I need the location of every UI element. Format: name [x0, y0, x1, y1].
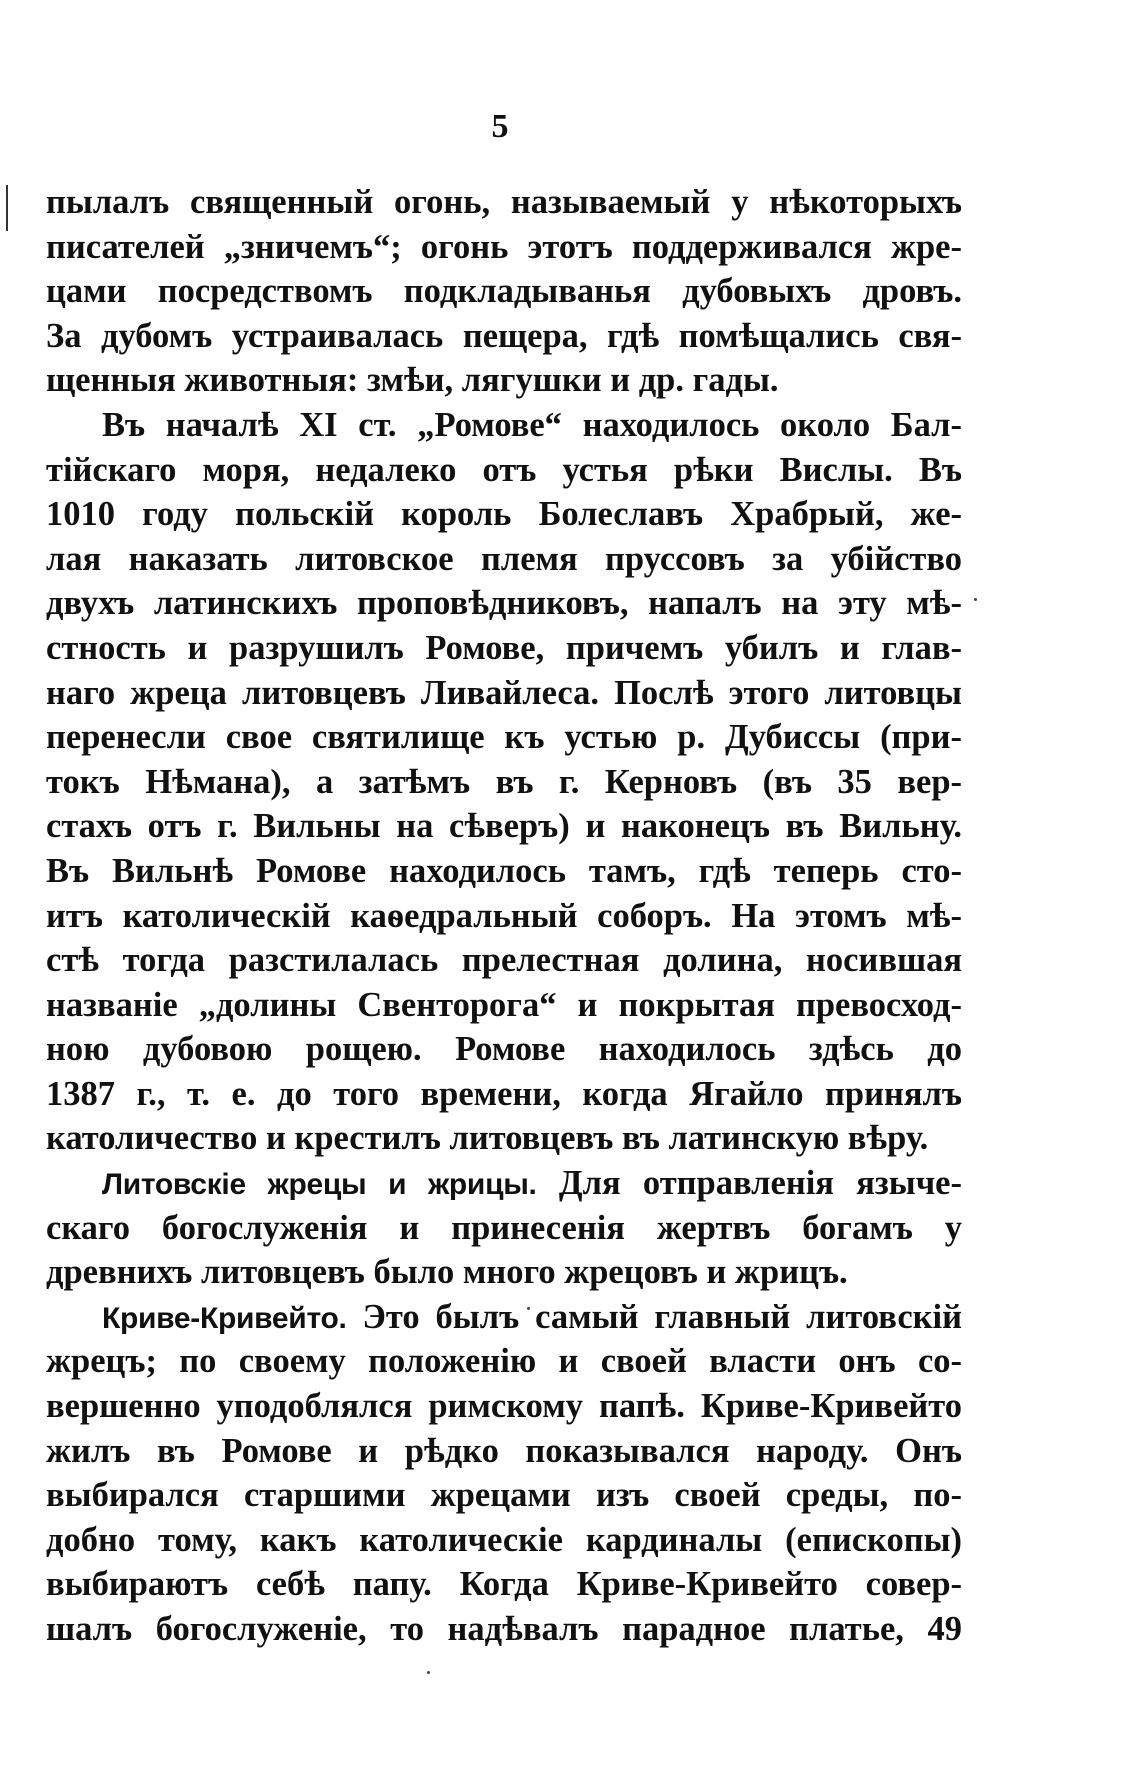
text-line — [46, 1161, 962, 1206]
line-text: цами посредствомъ подкладыванья дубовыхъ дровъ. — [46, 272, 962, 311]
line-text: жрецъ; по своему положенію и своей власти онъ со- — [46, 1342, 962, 1381]
line-text: 1387 г., т. е. до того времени, когда Ягайло принялъ — [46, 1074, 962, 1113]
text-line — [46, 894, 962, 939]
text-line — [46, 671, 962, 716]
line-text: писателей „зничемъ“; огонь этотъ поддерживался жре- — [46, 227, 962, 266]
line-text: Это былъ самый главный литовскій — [346, 1297, 962, 1336]
line-text: перенесли свое святилище къ устью р. Дубиссы (при- — [46, 718, 962, 757]
text-line — [46, 1295, 962, 1340]
text-line — [46, 314, 962, 359]
margin-dot — [427, 1671, 430, 1674]
text-line — [46, 1562, 962, 1607]
margin-mark — [6, 185, 8, 231]
text-line — [46, 180, 962, 225]
text-line — [46, 1250, 962, 1295]
text-line — [46, 760, 962, 805]
text-line — [46, 448, 962, 493]
line-text: названіе „долины Свенторога“ и покрытая превосход- — [46, 985, 962, 1024]
line-text: скаго богослуженія и принесенія жертвъ богамъ у — [46, 1208, 962, 1247]
text-line — [46, 1072, 962, 1117]
line-text: тійскаго моря, недалеко отъ устья рѣки Вислы. Въ — [46, 450, 962, 489]
line-text: итъ католическій каѳедральный соборъ. На этомъ мѣ- — [46, 896, 962, 935]
text-line — [46, 225, 962, 270]
line-text: Въ началѣ XI ст. „Ромове“ находилось около Бал- — [102, 405, 962, 444]
line-text: пылалъ священный огонь, называемый у нѣкоторыхъ — [46, 183, 962, 221]
text-line — [46, 1518, 962, 1563]
line-text: вершенно уподоблялся римскому папѣ. Криве-Кривейто — [46, 1387, 962, 1426]
text-line — [46, 715, 962, 760]
line-text: выбирался старшими жрецами изъ своей среды, по- — [46, 1476, 962, 1515]
text-line — [46, 1607, 962, 1652]
line-text: двухъ латинскихъ проповѣдниковъ, напалъ на эту мѣ- — [46, 584, 962, 623]
section-heading: Криве-Кривейто. — [102, 1301, 347, 1335]
line-text: щенныя животныя: змѣи, лягушки и др. гады. — [46, 361, 779, 400]
text-line — [46, 1339, 962, 1384]
line-text: За дубомъ устраивалась пещера, гдѣ помѣщались свя- — [46, 316, 962, 355]
text-line — [46, 358, 962, 403]
text-line — [46, 626, 962, 671]
text-line — [46, 983, 962, 1028]
body-text — [46, 180, 962, 1652]
text-line — [46, 403, 962, 448]
page-number: 5 — [491, 108, 509, 145]
section-heading: Литовскіе жрецы и жрицы. — [102, 1168, 537, 1202]
line-text: Для отправленія языче- — [536, 1164, 962, 1203]
line-text: жилъ въ Ромове и рѣдко показывался народу. Онъ — [46, 1431, 962, 1470]
text-line — [46, 804, 962, 849]
line-text: шалъ богослуженіе, то надѣвалъ парадное платье, 49 — [46, 1610, 962, 1648]
text-line — [46, 1429, 962, 1474]
line-text: стѣ тогда разстилалась прелестная долина, носившая — [46, 941, 962, 980]
text-line — [46, 1473, 962, 1518]
text-line — [46, 849, 962, 894]
line-text: ною дубовою рощею. Ромове находилось здѣсь до — [46, 1030, 962, 1069]
line-text: наго жреца литовцевъ Ливайлеса. Послѣ этого литовцы — [46, 673, 962, 712]
line-text: 1010 году польскій король Болеславъ Храбрый, же- — [46, 495, 962, 534]
line-text: католичество и крестилъ литовцевъ въ латинскую вѣру. — [46, 1119, 929, 1158]
text-line — [46, 1384, 962, 1429]
line-text: древнихъ литовцевъ было много жрецовъ и жрицъ. — [46, 1253, 848, 1292]
line-text: стность и разрушилъ Ромове, причемъ убилъ и глав- — [46, 628, 962, 667]
line-text: добно тому, какъ католическіе кардиналы (епископы) — [46, 1520, 962, 1559]
text-line — [46, 269, 962, 314]
text-line — [46, 581, 962, 626]
line-text: лая наказать литовское племя пруссовъ за убійство — [46, 539, 962, 578]
margin-dot — [974, 598, 977, 601]
text-line — [46, 1206, 962, 1251]
line-text: токъ Нѣмана), а затѣмъ въ г. Керновъ (въ 35 вер- — [46, 762, 962, 801]
text-line — [46, 1116, 962, 1161]
text-line — [46, 1027, 962, 1072]
line-text: выбираютъ себѣ папу. Когда Криве-Кривейто совер- — [46, 1565, 962, 1604]
line-text: Въ Вильнѣ Ромове находилось тамъ, гдѣ теперь сто- — [46, 851, 962, 890]
text-line — [46, 537, 962, 582]
text-line — [46, 938, 962, 983]
line-text: стахъ отъ г. Вильны на сѣверъ) и наконецъ въ Вильну. — [46, 807, 962, 846]
text-line — [46, 492, 962, 537]
